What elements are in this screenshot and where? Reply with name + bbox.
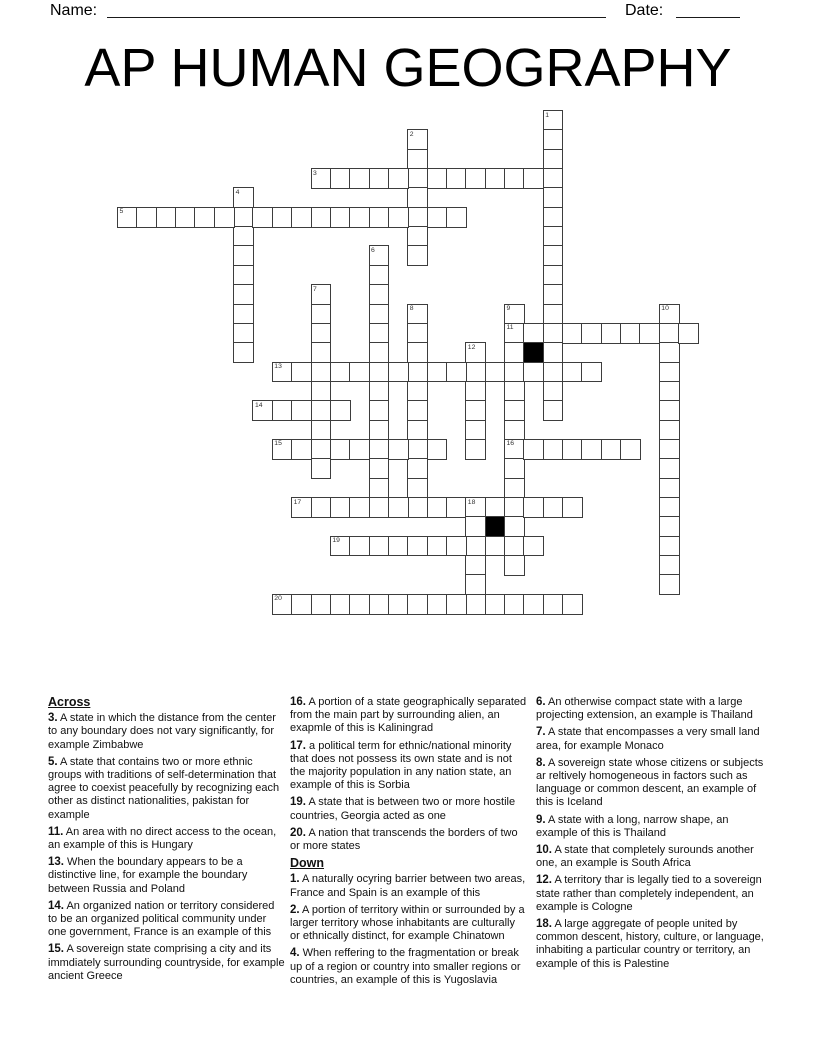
grid-cell[interactable] [388,439,409,460]
black-cell [485,516,506,537]
grid-cell[interactable] [330,497,351,518]
grid-cell[interactable] [543,342,564,363]
grid-cell[interactable] [369,536,390,557]
grid-cell[interactable] [214,207,235,228]
grid-cell[interactable] [311,458,332,479]
grid-cell[interactable] [407,323,428,344]
grid-cell[interactable] [233,323,254,344]
grid-cell[interactable] [233,226,254,247]
clue-number: 20. [290,826,306,839]
grid-cell[interactable] [407,420,428,441]
cell-number: 6 [371,246,375,254]
clue-number: 5. [48,755,58,768]
grid-cell[interactable] [543,362,564,383]
grid-cell[interactable] [427,207,448,228]
grid-cell[interactable] [465,555,486,576]
grid-cell[interactable] [465,420,486,441]
grid-cell[interactable] [330,400,351,421]
clues-column-2 [290,696,527,991]
grid-cell[interactable] [233,187,254,208]
grid-cell[interactable] [388,168,409,189]
clue-across-3: 3. A state in which the distance from the center to any boundary does not vary significantly, for example Zimbabwe [48,712,276,751]
grid-cell[interactable] [543,497,564,518]
grid-cell[interactable] [291,207,312,228]
clue-number: 10. [536,844,552,857]
cell-number: 18 [467,498,476,506]
grid-cell[interactable] [581,439,602,460]
grid-cell[interactable] [349,497,370,518]
grid-cell[interactable] [659,574,680,595]
date-input-line[interactable] [676,17,740,18]
grid-cell[interactable] [233,265,254,286]
grid-cell[interactable] [446,536,467,557]
grid-cell[interactable] [272,439,293,460]
grid-cell[interactable] [407,187,428,208]
grid-cell[interactable] [233,245,254,266]
grid-cell[interactable] [543,226,564,247]
grid-cell[interactable] [349,536,370,557]
grid-cell[interactable] [543,110,564,131]
grid-cell[interactable] [465,516,486,537]
grid-cell[interactable] [311,400,332,421]
grid-cell[interactable] [291,497,312,518]
grid-cell[interactable] [136,207,157,228]
grid-cell[interactable] [543,207,564,228]
grid-cell[interactable] [465,400,486,421]
grid-cell[interactable] [601,323,622,344]
grid-cell[interactable] [117,207,138,228]
grid-cell[interactable] [369,245,390,266]
grid-cell[interactable] [369,594,390,615]
grid-cell[interactable] [369,400,390,421]
clue-across-17: 17. a political term for ethnic/national minority that does not possess its own state and is not the majority population in any nation state, an example of this is Sorbia [290,739,512,792]
grid-cell[interactable] [311,323,332,344]
cell-number: 3 [313,169,317,177]
grid-cell[interactable] [446,207,467,228]
grid-cell[interactable] [465,536,486,557]
grid-cell[interactable] [407,381,428,402]
clue-across-5: 5. A state that contains two or more ethnic groups with traditions of self-determination that agree to coexist peacefully by recognizing each other as distinct nationalities, pakistan for example [48,755,280,821]
clue-number: 2. [290,903,300,916]
grid-cell[interactable] [388,362,409,383]
grid-cell[interactable] [311,207,332,228]
grid-cell[interactable] [427,536,448,557]
grid-cell[interactable] [427,497,448,518]
clue-down-6: 6. An otherwise compact state with a large projecting extension, an example is Thailand [536,696,753,722]
grid-cell[interactable] [523,168,544,189]
clue-number: 11. [48,825,64,838]
grid-cell[interactable] [659,362,680,383]
cell-number: 16 [506,440,515,448]
clue-down-10: 10. A state that completely surounds another one, an example is South Africa [536,844,754,870]
grid-cell[interactable] [272,594,293,615]
clue-across-15: 15. A sovereign state comprising a city and its immdiately surrounding countryside, for example ancient Greece [48,943,285,982]
cell-number: 4 [235,188,240,196]
grid-cell[interactable] [369,458,390,479]
grid-cell[interactable] [407,342,428,363]
grid-cell[interactable] [407,362,428,383]
grid-cell[interactable] [504,536,525,557]
grid-cell[interactable] [349,594,370,615]
black-cell [523,342,544,363]
grid-cell[interactable] [407,497,428,518]
grid-cell[interactable] [504,342,525,363]
clue-across-14: 14. An organized nation or territory considered to be an organized political community under one government, France is an example of this [48,899,275,939]
clue-down-18: 18. A large aggregate of people united by common descent, history, culture, or language, inhabiting a particular country or territory, an example of this is Palestine [536,918,764,970]
grid-cell[interactable] [311,304,332,325]
grid-cell[interactable] [407,400,428,421]
clue-number: 17. [290,739,306,752]
grid-cell[interactable] [485,168,506,189]
grid-cell[interactable] [427,594,448,615]
cell-number: 7 [313,285,317,293]
clue-across-19: 19. A state that is between two or more hostile countries, Georgia acted as one [290,796,516,822]
grid-cell[interactable] [330,594,351,615]
grid-cell[interactable] [504,304,525,325]
grid-cell[interactable] [349,207,370,228]
grid-cell[interactable] [485,536,506,557]
grid-cell[interactable] [291,362,312,383]
grid-cell[interactable] [330,536,351,557]
cell-number: 12 [467,343,476,351]
clue-number: 19. [290,796,306,809]
grid-cell[interactable] [369,439,390,460]
grid-cell[interactable] [388,536,409,557]
grid-cell[interactable] [504,168,525,189]
grid-cell[interactable] [562,439,583,460]
grid-cell[interactable] [659,536,680,557]
clue-down-4: 4. When reffering to the fragmentation or break up of a region or country into smaller regions or countries, an example of this is Yugoslavia [290,947,521,986]
grid-cell[interactable] [659,516,680,537]
clue-down-2: 2. A portion of territory within or surrounded by a larger territory whose inhabitants are culturally or ethnically distinct, for example Chinatown [290,903,525,943]
grid-cell[interactable] [291,439,312,460]
clues-column-1 [48,696,285,987]
grid-cell[interactable] [369,323,390,344]
grid-cell[interactable] [330,207,351,228]
grid-cell[interactable] [523,536,544,557]
grid-cell[interactable] [330,439,351,460]
grid-cell[interactable] [465,362,486,383]
cell-number: 2 [409,130,414,138]
grid-cell[interactable] [465,497,486,518]
grid-cell[interactable] [504,439,525,460]
clue-number: 4. [290,947,300,960]
grid-cell[interactable] [233,342,254,363]
grid-cell[interactable] [233,284,254,305]
clue-number: 12. [536,874,552,887]
grid-cell[interactable] [485,594,506,615]
clue-down-8: 8. A sovereign state whose citizens or subjects ar reltively homogeneous in factors such as language or common descent, an example of this is Iceland [536,756,764,809]
grid-cell[interactable] [465,594,486,615]
date-label: Date: [625,2,664,19]
grid-cell[interactable] [485,497,506,518]
grid-cell[interactable] [233,207,254,228]
clue-number: 15. [48,943,64,956]
grid-cell[interactable] [369,265,390,286]
grid-cell[interactable] [504,420,525,441]
grid-cell[interactable] [369,497,390,518]
grid-cell[interactable] [349,168,370,189]
crossword-grid [117,110,699,615]
grid-cell[interactable] [311,420,332,441]
grid-cell[interactable] [562,323,583,344]
grid-cell[interactable] [446,594,467,615]
clue-number: 8. [536,756,546,769]
grid-cell[interactable] [388,497,409,518]
cell-number: 11 [506,324,514,332]
clue-number: 16. [290,696,306,708]
grid-cell[interactable] [427,439,448,460]
grid-cell[interactable] [543,323,564,344]
grid-cell[interactable] [349,439,370,460]
grid-cell[interactable] [194,207,215,228]
grid-cell[interactable] [504,323,525,344]
clues-column-3 [536,696,767,975]
grid-cell[interactable] [407,439,428,460]
grid-cell[interactable] [407,149,428,170]
grid-cell[interactable] [330,168,351,189]
grid-cell[interactable] [407,536,428,557]
grid-cell[interactable] [659,342,680,363]
cell-number: 8 [409,305,414,312]
clue-across-11: 11. An area with no direct access to the ocean, an example of this is Hungary [48,825,277,852]
grid-cell[interactable] [543,304,564,325]
grid-cell[interactable] [465,168,486,189]
grid-cell[interactable] [659,400,680,421]
grid-cell[interactable] [543,245,564,266]
grid-cell[interactable] [252,400,273,421]
grid-cell[interactable] [523,439,544,460]
grid-cell[interactable] [349,362,370,383]
grid-cell[interactable] [465,439,486,460]
grid-cell[interactable] [581,362,602,383]
grid-cell[interactable] [330,362,351,383]
across-heading: Across [48,695,91,709]
grid-cell[interactable] [369,478,390,499]
grid-cell[interactable] [659,555,680,576]
cell-number: 19 [332,537,340,545]
grid-cell[interactable] [543,594,564,615]
grid-cell[interactable] [233,304,254,325]
grid-cell[interactable] [659,381,680,402]
grid-cell[interactable] [311,284,332,305]
grid-cell[interactable] [369,207,390,228]
clue-across-20: 20. A nation that transcends the borders of two or more states [290,826,518,853]
grid-cell[interactable] [407,207,428,228]
grid-cell[interactable] [523,362,544,383]
grid-cell[interactable] [407,458,428,479]
grid-cell[interactable] [562,497,583,518]
grid-cell[interactable] [659,420,680,441]
grid-cell[interactable] [272,207,293,228]
grid-cell[interactable] [291,594,312,615]
cell-number: 10 [661,305,669,312]
clue-number: 18. [536,918,552,931]
grid-cell[interactable] [543,400,564,421]
grid-cell[interactable] [659,497,680,518]
grid-cell[interactable] [311,594,332,615]
grid-cell[interactable] [465,574,486,595]
clue-number: 6. [536,696,546,708]
grid-cell[interactable] [446,497,467,518]
grid-cell[interactable] [523,497,544,518]
cell-number: 1 [545,111,549,119]
grid-cell[interactable] [311,342,332,363]
grid-cell[interactable] [407,129,428,150]
grid-cell[interactable] [543,149,564,170]
cell-number: 14 [254,401,263,409]
clue-down-9: 9. A state with a long, narrow shape, an example of this is Thailand [536,813,729,839]
grid-cell[interactable] [562,594,583,615]
grid-cell[interactable] [272,362,293,383]
grid-cell[interactable] [543,129,564,150]
clue-down-12: 12. A territory thar is legally tied to a sovereign state rather than completely independent, an example is Cologne [536,874,762,913]
grid-cell[interactable] [311,381,332,402]
grid-cell[interactable] [272,400,293,421]
grid-cell[interactable] [504,381,525,402]
clue-number: 3. [48,712,58,725]
grid-cell[interactable] [659,478,680,499]
grid-cell[interactable] [465,381,486,402]
grid-cell[interactable] [311,168,332,189]
grid-cell[interactable] [504,497,525,518]
grid-cell[interactable] [543,439,564,460]
clue-across-16: 16. A portion of a state geographically separated from the main part by surrounding alien, an exapmle of this is Kaliningrad [290,696,527,735]
grid-cell[interactable] [504,516,525,537]
grid-cell[interactable] [407,245,428,266]
grid-cell[interactable] [504,458,525,479]
grid-cell[interactable] [562,362,583,383]
grid-cell[interactable] [465,342,486,363]
grid-cell[interactable] [659,439,680,460]
cell-number: 17 [293,498,302,506]
clue-down-1: 1. A naturally ocyring barrier between two areas, France and Spain is an example of this [290,873,526,899]
grid-cell[interactable] [369,342,390,363]
cell-number: 13 [274,363,282,371]
grid-cell[interactable] [543,168,564,189]
grid-cell[interactable] [369,420,390,441]
grid-cell[interactable] [311,497,332,518]
grid-cell[interactable] [407,594,428,615]
grid-cell[interactable] [639,323,660,344]
grid-cell[interactable] [156,207,177,228]
grid-cell[interactable] [446,168,467,189]
grid-cell[interactable] [485,362,506,383]
cell-number: 15 [274,440,282,448]
grid-cell[interactable] [311,362,332,383]
grid-cell[interactable] [543,265,564,286]
grid-cell[interactable] [543,187,564,208]
grid-cell[interactable] [427,362,448,383]
grid-cell[interactable] [427,168,448,189]
grid-cell[interactable] [175,207,196,228]
grid-cell[interactable] [523,594,544,615]
grid-cell[interactable] [523,323,544,344]
grid-cell[interactable] [252,207,273,228]
name-input-line[interactable] [107,17,606,18]
clue-number: 9. [536,813,546,826]
grid-cell[interactable] [581,323,602,344]
grid-cell[interactable] [407,478,428,499]
grid-cell[interactable] [407,304,428,325]
cell-number: 20 [274,595,282,603]
grid-cell[interactable] [369,168,390,189]
grid-cell[interactable] [407,226,428,247]
cell-number: 5 [119,208,124,216]
grid-cell[interactable] [504,362,525,383]
grid-cell[interactable] [620,439,641,460]
grid-cell[interactable] [504,594,525,615]
grid-cell[interactable] [446,362,467,383]
grid-cell[interactable] [620,323,641,344]
grid-cell[interactable] [369,381,390,402]
clue-across-13: 13. When the boundary appears to be a distinctive line, for example the boundary between Russia and Poland [48,856,248,895]
clue-number: 13. [48,856,64,869]
grid-cell[interactable] [543,381,564,402]
clue-number: 7. [536,726,546,739]
grid-cell[interactable] [504,555,525,576]
grid-cell[interactable] [291,400,312,421]
grid-cell[interactable] [659,304,680,325]
grid-cell[interactable] [601,439,622,460]
page-title: AP HUMAN GEOGRAPHY [84,38,732,98]
name-label: Name: [50,2,98,19]
grid-cell[interactable] [407,168,428,189]
grid-cell[interactable] [678,323,699,344]
grid-cell[interactable] [504,478,525,499]
grid-cell[interactable] [369,304,390,325]
grid-cell[interactable] [543,284,564,305]
grid-cell[interactable] [388,207,409,228]
clue-down-7: 7. A state that encompasses a very small land area, for example Monaco [536,726,760,752]
grid-cell[interactable] [504,400,525,421]
grid-cell[interactable] [659,458,680,479]
down-heading: Down [290,856,325,871]
grid-cell[interactable] [369,362,390,383]
grid-cell[interactable] [311,439,332,460]
grid-cell[interactable] [369,284,390,305]
grid-cell[interactable] [388,594,409,615]
cell-number: 9 [506,305,511,312]
grid-cell[interactable] [659,323,680,344]
clue-number: 1. [290,873,300,886]
clue-number: 14. [48,899,64,912]
